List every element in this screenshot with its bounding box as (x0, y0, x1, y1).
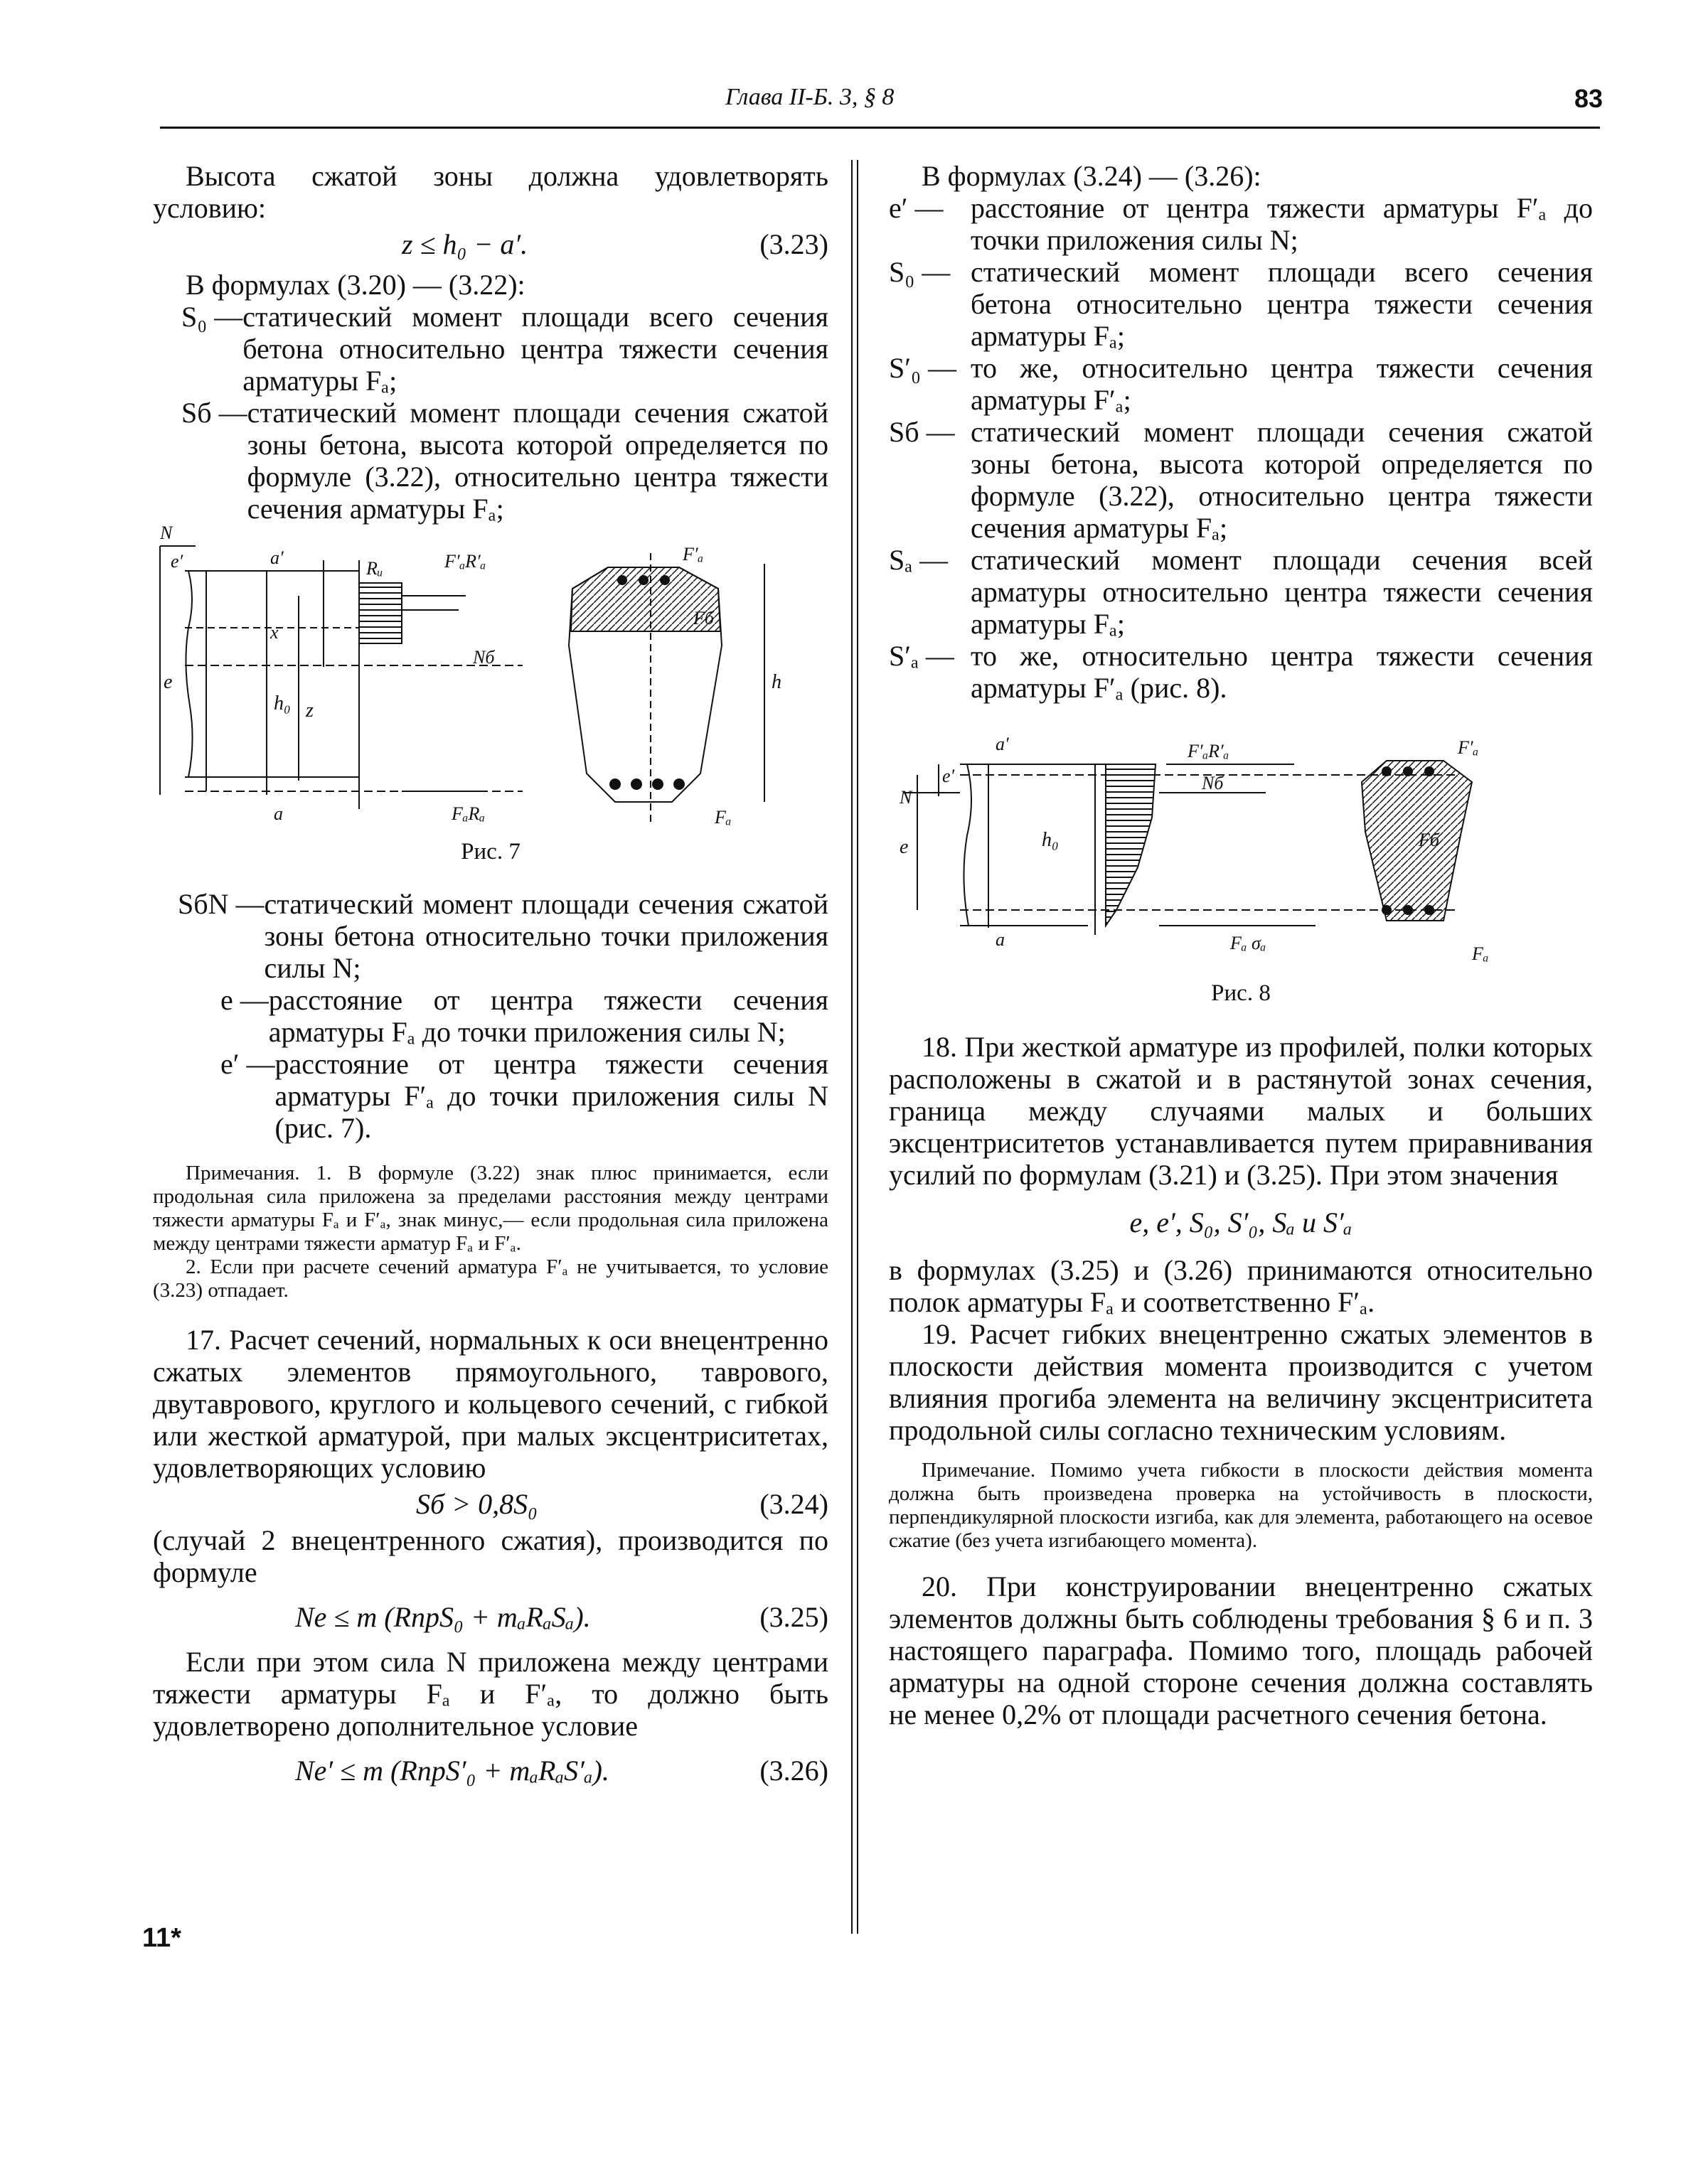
definition-term: e — (220, 984, 269, 1016)
definition-item (889, 192, 1593, 256)
formula-values: e, e′, S₀, S′₀, Sₐ и S′ₐ (1129, 1206, 1352, 1238)
definition-text: расстояние от центра тяжести сечения арматуры Fₐ до точки приложения силы N; (268, 984, 828, 1048)
label-fa-bottom: Fₐ (715, 807, 732, 828)
label-a-prime: a′ (270, 547, 284, 568)
definition-list (889, 192, 1593, 704)
paragraph-18: 18. При жесткой арматуре из профилей, полки которых расположены в сжатой и в растянутой зонах сечения, граница между случаями малых и больших эксцентриситетов устанавливается путем приравнивания усилий по формулам (3.21) и (3.25). При этом значения (889, 1031, 1593, 1191)
definition-text: расстояние от центра тяжести сечения арматуры F′ₐ до точки приложения силы N (рис. 7). (274, 1048, 828, 1144)
formula-expr: Ne ≤ m (RпрS₀ + mₐRₐSₐ). (295, 1601, 591, 1633)
note: Примечание. Помимо учета гибкости в плоскости действия момента должна быть произведена проверка на устойчивость в плоскости, перпендикулярной плоскости изгиба, как для элемента, работающего на осевое сжатие (без учета изгибающего момента). (889, 1459, 1593, 1552)
definition-s0 (181, 301, 828, 397)
paragraph: В формулах (3.20) — (3.22): (186, 269, 525, 301)
definition-sb (181, 397, 828, 525)
label-e: e (164, 671, 173, 693)
definition-term: e′ — (889, 192, 944, 224)
footer-mark: 11* (142, 1923, 181, 1953)
definition-text: то же, относительно центра тяжести сечения арматуры F′ₐ; (971, 352, 1593, 416)
definition-term: S′ₐ — (889, 640, 954, 672)
definition-term: S₀ — (181, 301, 243, 333)
definition-text: статический момент площади сечения сжатой зоны бетона, высота которой определяется по формуле (3.22), относительно центра тяжести сечения арматуры Fₐ; (247, 397, 828, 525)
label-h: h (772, 671, 781, 693)
formula-3-23 (153, 228, 828, 260)
label-x: x (270, 622, 279, 643)
definition-text: статический момент площади всего сечения бетона относительно центра тяжести сечения арматуры Fₐ; (242, 301, 828, 397)
paragraph-19: 19. Расчет гибких внецентренно сжатых элементов в плоскости действия момента производится с учетом влияния прогиба элемента на величину эксцентриситета продольной силы согласно техническим условиям. (889, 1318, 1593, 1446)
definition-item (889, 352, 1593, 416)
column-separator (851, 160, 858, 1934)
label-a-prime: a′ (996, 734, 1009, 754)
formula-expr: Sб > 0,8S₀ (416, 1488, 538, 1520)
figure-7-caption: Рис. 7 (461, 839, 521, 864)
definition-text: статический момент площади сечения сжатой зоны бетона относительно точки приложения силы N; (264, 888, 828, 984)
label-a: a (274, 803, 283, 824)
label-fb: Fб (693, 608, 714, 628)
definition-term: e′ — (220, 1048, 275, 1080)
paragraph-20: 20. При конструировании внецентренно сжатых элементов должны быть соблюдены требования § 6 и п. 3 настоящего параграфа. Помимо того, площадь рабочей арматуры на одной стороне сечения должна составлять не менее 0,2% от площади расчетного сечения бетона. (889, 1570, 1593, 1730)
label-fara-bottom: FₐRₐ (452, 803, 485, 824)
label-h0: h₀ (274, 692, 291, 714)
formula-expr: Ne′ ≤ m (RпрS′₀ + mₐRₐS′ₐ). (295, 1755, 609, 1787)
definition-term: Sб — (889, 416, 955, 448)
note: Примечания. 1. В формуле (3.22) знак плюс принимается, если продольная сила приложена за пределами расстояния между центрами тяжести арматуры Fₐ и F′ₐ, знак минус,— если продольная сила приложена между центрами тяжести арматур Fₐ и F′ₐ. (153, 1162, 828, 1255)
definition-term: S₀ — (889, 256, 951, 288)
header-rule (160, 127, 1600, 129)
label-fa-top: F′ₐ (683, 544, 704, 564)
figure-7 (153, 523, 828, 830)
definition-term: Sₐ — (889, 544, 949, 576)
formula-3-25 (153, 1601, 828, 1633)
formula-number: (3.23) (759, 228, 828, 260)
label-fa-sigma: Fₐ σₐ (1230, 933, 1266, 953)
definition-e (178, 984, 828, 1048)
definition-item (889, 416, 1593, 544)
page-number: 83 (1574, 84, 1603, 113)
left-column (153, 160, 828, 1799)
label-h0: h₀ (1042, 829, 1059, 851)
definition-term: S′₀ — (889, 352, 956, 384)
definition-text: то же, относительно центра тяжести сечения арматуры F′ₐ (рис. 8). (971, 640, 1593, 704)
label-fa-top: F′ₐ (1458, 737, 1479, 758)
formula-3-24 (153, 1488, 828, 1520)
label-a: a (996, 929, 1005, 950)
definition-term: Sб — (181, 397, 247, 429)
definition-text: расстояние от центра тяжести арматуры F′ₐ до точки приложения силы N; (971, 192, 1593, 256)
label-nb: Nб (1202, 773, 1224, 793)
paragraph: Высота сжатой зоны должна удовлетворять условию: (153, 160, 828, 224)
paragraph: В формулах (3.24) — (3.26): (922, 160, 1261, 192)
formula-3-26 (153, 1755, 828, 1787)
definition-item (889, 640, 1593, 704)
right-column (889, 160, 1593, 1730)
label-ru: Rᵤ (366, 558, 383, 579)
paragraph: (случай 2 внецентренного сжатия), производится по формуле (153, 1524, 828, 1588)
definition-item (889, 544, 1593, 640)
paragraph: в формулах (3.25) и (3.26) принимаются относительно полок арматуры Fₐ и соответственно F′ₐ. (889, 1254, 1593, 1318)
label-nb: Nб (473, 647, 495, 668)
definition-text: статический момент площади сечения всей арматуры относительно центра тяжести сечения арматуры Fₐ; (971, 544, 1593, 640)
label-fara-top: F′ₐR′ₐ (444, 551, 486, 572)
paragraph: Если при этом сила N приложена между центрами тяжести арматуры Fₐ и F′ₐ, то должно быть удовлетворено дополнительное условие (153, 1646, 828, 1742)
definition-text: статический момент площади всего сечения бетона относительно центра тяжести сечения арматуры Fₐ; (971, 256, 1593, 352)
formula-number: (3.26) (759, 1755, 828, 1787)
label-e-prime: e′ (942, 766, 955, 786)
definition-e-prime (178, 1048, 828, 1144)
definition-item (889, 256, 1593, 352)
formula-number: (3.24) (759, 1488, 828, 1520)
definition-sbn (178, 888, 828, 984)
label-fa-bottom: Fₐ (1472, 943, 1489, 964)
label-fara-top: F′ₐR′ₐ (1188, 741, 1229, 761)
definition-term: SбN — (178, 888, 265, 920)
figure-8 (889, 732, 1593, 967)
label-n: N (900, 787, 912, 808)
formula-expr: z ≤ h₀ − a′. (402, 228, 528, 260)
label-n: N (160, 523, 173, 543)
label-e: e (900, 836, 909, 858)
label-fb: Fб (1419, 830, 1439, 850)
paragraph-17: 17. Расчет сечений, нормальных к оси внецентренно сжатых элементов прямоугольного, таврового, двутаврового, круглого и кольцевого сечений, с гибкой или жесткой арматурой, при малых эксцентриситетах, удовлетворяющих условию (153, 1324, 828, 1484)
label-z: z (306, 700, 314, 722)
note: 2. Если при расчете сечений арматура F′ₐ не учитывается, то условие (3.23) отпадает. (153, 1256, 828, 1302)
figure-8-caption: Рис. 8 (1211, 980, 1271, 1006)
running-head: Глава II-Б. 3, § 8 (725, 84, 895, 110)
definition-text: статический момент площади сечения сжатой зоны бетона, высота которой определяется по формуле (3.22), относительно центра тяжести сечения арматуры Fₐ; (971, 416, 1593, 544)
label-e-prime: e′ (171, 551, 183, 572)
formula-number: (3.25) (759, 1601, 828, 1633)
